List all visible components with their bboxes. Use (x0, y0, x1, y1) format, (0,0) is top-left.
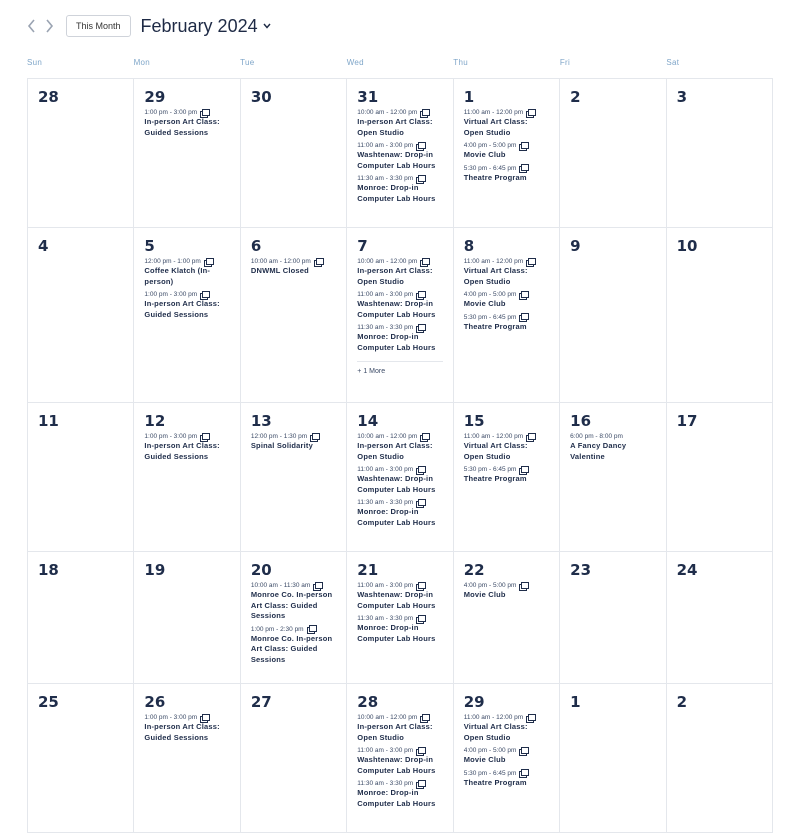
event-title: Monroe: Drop-in Computer Lab Hours (357, 332, 436, 352)
event-time (570, 432, 655, 441)
day-number[interactable]: 31 (357, 88, 379, 106)
recurring-event-icon (200, 109, 209, 117)
calendar-event[interactable] (357, 746, 442, 776)
calendar-event[interactable] (357, 141, 442, 171)
calendar-event[interactable] (464, 108, 549, 138)
event-time (357, 614, 442, 623)
day-cell[interactable] (667, 228, 773, 403)
event-title: In-person Art Class: Guided Sessions (144, 441, 220, 461)
event-title: Theatre Program (463, 474, 527, 483)
event-time-text: 5:30 pm - 6:45 pm (463, 466, 517, 473)
recurring-event-icon (519, 466, 528, 474)
event-time-text: 5:30 pm - 6:45 pm (463, 313, 517, 321)
day-number[interactable]: 25 (38, 693, 59, 711)
day-cell[interactable] (667, 684, 773, 833)
calendar-event[interactable] (357, 581, 442, 611)
calendar-event[interactable] (357, 614, 442, 644)
event-title: Virtual Art Class: Open Studio (463, 441, 528, 461)
calendar-event[interactable] (464, 746, 549, 766)
week-row (28, 79, 773, 228)
event-title: A Fancy Dancy Valentine (570, 441, 627, 461)
event-time-text: 12:00 pm - 1:00 pm (144, 258, 201, 265)
day-number[interactable]: 10 (676, 237, 698, 255)
chevron-left-icon[interactable] (24, 15, 38, 37)
day-number[interactable]: 23 (570, 561, 592, 579)
recurring-event-icon (420, 258, 429, 266)
day-cell[interactable] (560, 684, 666, 833)
recurring-event-icon (200, 714, 209, 722)
calendar-event[interactable] (464, 465, 549, 485)
event-title: Washtenaw: Drop-in Computer Lab Hours (357, 755, 436, 775)
day-cell[interactable] (241, 79, 347, 228)
event-time (144, 290, 229, 299)
day-number[interactable]: 6 (250, 237, 262, 255)
event-time (144, 432, 229, 441)
recurring-event-icon (420, 714, 429, 722)
event-time (464, 581, 549, 590)
chevron-right-icon[interactable] (42, 15, 56, 37)
calendar-event[interactable] (464, 713, 549, 743)
event-time-text: 10:00 am - 12:00 pm (250, 258, 311, 265)
event-time (357, 779, 442, 788)
calendar-event[interactable] (464, 432, 549, 462)
calendar-event[interactable] (464, 141, 549, 161)
event-time (464, 141, 549, 150)
day-number[interactable]: 14 (357, 412, 379, 430)
calendar-event[interactable] (464, 164, 549, 184)
event-time-text: 11:00 am - 3:00 pm (357, 291, 414, 298)
calendar-event[interactable] (144, 432, 229, 462)
event-time (144, 257, 229, 266)
week-row (28, 552, 773, 684)
day-number[interactable]: 17 (676, 412, 698, 430)
event-title: Washtenaw: Drop-in Computer Lab Hours (357, 590, 436, 610)
recurring-event-icon (519, 142, 528, 150)
day-cell[interactable] (667, 79, 773, 228)
calendar-event[interactable] (251, 581, 336, 622)
day-number[interactable]: 29 (144, 88, 166, 106)
day-cell[interactable] (667, 552, 773, 684)
event-title: Theatre Program (463, 321, 527, 331)
day-cell[interactable] (347, 552, 453, 684)
event-time (251, 257, 336, 266)
day-number[interactable]: 15 (463, 412, 485, 430)
event-time-text: 11:00 am - 3:00 pm (357, 582, 414, 589)
recurring-event-icon (526, 714, 535, 722)
week-row (28, 684, 773, 833)
event-title: In-person Art Class: Guided Sessions (144, 117, 220, 137)
event-time (464, 290, 549, 299)
calendar-event[interactable] (144, 290, 229, 320)
event-time-text: 10:00 am - 12:00 pm (357, 433, 418, 440)
event-time-text: 5:30 pm - 6:45 pm (463, 164, 517, 172)
calendar-toolbar (24, 12, 271, 40)
day-cell[interactable] (134, 403, 240, 552)
day-cell[interactable] (134, 552, 240, 684)
event-time (464, 313, 549, 322)
recurring-event-icon (519, 747, 528, 755)
event-title: Virtual Art Class: Open Studio (463, 117, 528, 137)
day-cell[interactable] (28, 552, 134, 684)
day-number[interactable]: 24 (676, 561, 698, 579)
calendar-event[interactable] (464, 257, 549, 287)
week-row (28, 403, 773, 552)
day-cell[interactable] (667, 403, 773, 552)
calendar-event[interactable] (357, 257, 442, 287)
calendar-event[interactable] (144, 108, 229, 138)
calendar-event[interactable] (251, 432, 336, 452)
calendar-event[interactable] (251, 257, 336, 277)
day-number[interactable]: 16 (570, 412, 592, 430)
day-number[interactable]: 28 (38, 88, 59, 106)
recurring-event-icon (416, 466, 425, 474)
day-cell[interactable] (28, 684, 134, 833)
recurring-event-icon (313, 582, 322, 590)
day-number[interactable]: 19 (144, 561, 166, 579)
event-time (357, 498, 442, 507)
event-time (357, 257, 442, 266)
event-title: Movie Club (463, 150, 506, 159)
event-time-text: 11:30 am - 3:30 pm (357, 780, 414, 787)
event-time (464, 713, 549, 722)
more-events-link[interactable]: + 1 More (357, 361, 442, 375)
day-cell[interactable] (134, 228, 240, 403)
calendar-event[interactable] (357, 323, 442, 353)
day-cell[interactable] (241, 684, 347, 833)
event-time (464, 465, 549, 474)
month-title-dropdown[interactable] (141, 16, 271, 37)
calendar-event[interactable] (357, 498, 442, 528)
recurring-event-icon (519, 313, 528, 321)
weekday-header (27, 58, 773, 70)
event-time (357, 465, 442, 474)
caret-down-icon (263, 23, 271, 29)
day-number[interactable]: 27 (250, 693, 272, 711)
calendar-event[interactable] (251, 625, 336, 666)
recurring-event-icon (307, 625, 316, 633)
day-number[interactable]: 28 (357, 693, 379, 711)
calendar-event[interactable] (357, 432, 442, 462)
event-time (357, 290, 442, 299)
day-cell[interactable] (241, 403, 347, 552)
day-number[interactable]: 2 (676, 693, 687, 711)
day-cell[interactable] (560, 79, 666, 228)
event-title: Movie Club (463, 590, 506, 599)
day-number[interactable]: 18 (38, 561, 59, 579)
event-time (357, 108, 442, 117)
calendar-event[interactable] (144, 257, 229, 287)
recurring-event-icon (416, 747, 425, 755)
calendar-event[interactable] (464, 769, 549, 789)
event-title: Washtenaw: Drop-in Computer Lab Hours (357, 299, 436, 319)
event-time (357, 174, 442, 183)
event-time-text: 11:00 am - 3:00 pm (357, 466, 414, 473)
calendar-grid (27, 78, 773, 833)
recurring-event-icon (200, 433, 209, 441)
event-time (251, 432, 336, 441)
day-number[interactable]: 5 (144, 237, 155, 255)
recurring-event-icon (519, 769, 528, 777)
day-cell[interactable] (347, 228, 453, 403)
event-title: Monroe: Drop-in Computer Lab Hours (357, 507, 436, 527)
this-month-button[interactable]: This Month (66, 15, 131, 37)
recurring-event-icon (519, 291, 528, 299)
calendar-event[interactable] (357, 108, 442, 138)
recurring-event-icon (420, 433, 429, 441)
event-title: Monroe: Drop-in Computer Lab Hours (357, 623, 436, 643)
calendar-event[interactable] (464, 313, 549, 333)
calendar-event[interactable] (357, 290, 442, 320)
event-time-text: 4:00 pm - 5:00 pm (463, 747, 517, 754)
recurring-event-icon (314, 258, 323, 266)
weekday-label: Wed (346, 58, 364, 67)
event-time (357, 432, 442, 441)
day-cell[interactable] (241, 228, 347, 403)
event-time-text: 11:00 am - 3:00 pm (357, 142, 414, 149)
day-cell[interactable] (454, 684, 560, 833)
event-title: Movie Club (463, 299, 506, 308)
day-number[interactable]: 30 (250, 88, 272, 106)
recurring-event-icon (416, 142, 425, 150)
calendar-event[interactable] (357, 779, 442, 809)
day-cell[interactable] (560, 552, 666, 684)
recurring-event-icon (310, 433, 319, 441)
day-number[interactable]: 26 (144, 693, 166, 711)
event-title: Theatre Program (463, 172, 527, 182)
recurring-event-icon (416, 780, 425, 788)
day-number[interactable]: 2 (570, 88, 581, 106)
day-number[interactable]: 9 (570, 237, 581, 255)
recurring-event-icon (416, 324, 425, 332)
event-title: Virtual Art Class: Open Studio (463, 266, 528, 286)
recurring-event-icon (416, 291, 425, 299)
event-time (357, 141, 442, 150)
event-time (464, 746, 549, 755)
event-time-text: 1:00 pm - 3:00 pm (144, 109, 198, 116)
day-number[interactable]: 20 (250, 561, 272, 579)
event-title: Coffee Klatch (In-person) (144, 266, 211, 286)
recurring-event-icon (526, 258, 535, 266)
week-row (28, 228, 773, 403)
weekday-label: Fri (559, 58, 571, 67)
event-time-text: 10:00 am - 12:00 pm (357, 714, 418, 721)
recurring-event-icon (416, 615, 425, 623)
event-title: Monroe: Drop-in Computer Lab Hours (357, 788, 436, 808)
day-number[interactable]: 1 (570, 693, 581, 711)
event-time-text: 4:00 pm - 5:00 pm (463, 582, 517, 589)
calendar-event[interactable] (464, 290, 549, 310)
event-title: Virtual Art Class: Open Studio (463, 722, 528, 742)
event-time (464, 432, 549, 441)
weekday-label: Sun (27, 58, 43, 67)
calendar-event[interactable] (464, 581, 549, 601)
calendar-event[interactable] (357, 465, 442, 495)
event-time-text: 11:00 am - 12:00 pm (463, 433, 524, 440)
recurring-event-icon (204, 258, 213, 266)
event-time-text: 11:30 am - 3:30 pm (357, 175, 414, 182)
calendar-event[interactable] (144, 713, 229, 743)
event-time-text: 11:30 am - 3:30 pm (357, 499, 414, 506)
event-time-text: 12:00 pm - 1:30 pm (250, 433, 308, 440)
day-cell[interactable] (454, 228, 560, 403)
recurring-event-icon (526, 109, 535, 117)
day-number[interactable]: 7 (357, 237, 368, 255)
calendar-event[interactable] (357, 713, 442, 743)
day-number[interactable]: 13 (250, 412, 272, 430)
calendar-event[interactable] (570, 432, 655, 462)
recurring-event-icon (519, 582, 528, 590)
day-cell[interactable] (347, 403, 453, 552)
event-time-text: 1:00 pm - 3:00 pm (144, 433, 198, 440)
weekday-label: Tue (240, 58, 255, 67)
event-title: In-person Art Class: Guided Sessions (144, 722, 220, 742)
day-number[interactable]: 12 (144, 412, 166, 430)
day-cell[interactable] (134, 79, 240, 228)
event-time-text: 1:00 pm - 2:30 pm (250, 625, 304, 633)
event-title: Washtenaw: Drop-in Computer Lab Hours (357, 474, 436, 494)
event-time-text: 11:00 am - 3:00 pm (357, 747, 414, 754)
day-number[interactable]: 29 (463, 693, 485, 711)
event-title: In-person Art Class: Open Studio (357, 722, 433, 742)
day-number[interactable]: 3 (676, 88, 687, 106)
event-time-text: 1:00 pm - 3:00 pm (144, 714, 198, 721)
event-time-text: 6:00 pm - 8:00 pm (570, 433, 623, 440)
event-time-text: 4:00 pm - 5:00 pm (463, 291, 517, 298)
event-time (144, 713, 229, 722)
day-cell[interactable] (454, 552, 560, 684)
recurring-event-icon (519, 164, 528, 172)
event-title: In-person Art Class: Guided Sessions (144, 299, 220, 319)
event-time (464, 769, 549, 778)
month-title: February 2024 (140, 15, 258, 36)
weekday-label: Sat (666, 58, 680, 67)
day-cell[interactable] (28, 228, 134, 403)
event-title: Spinal Solidarity (250, 441, 314, 450)
event-time (357, 713, 442, 722)
day-number[interactable]: 11 (38, 412, 59, 430)
event-title: Monroe: Drop-in Computer Lab Hours (357, 183, 436, 203)
event-title: In-person Art Class: Open Studio (357, 117, 433, 137)
day-cell[interactable] (241, 552, 347, 684)
day-cell[interactable] (28, 79, 134, 228)
event-time (251, 625, 336, 634)
event-time-text: 11:30 am - 3:30 pm (357, 324, 414, 331)
event-title: In-person Art Class: Open Studio (357, 266, 433, 286)
day-cell[interactable] (560, 403, 666, 552)
day-cell[interactable] (454, 79, 560, 228)
day-cell[interactable] (560, 228, 666, 403)
event-time (251, 581, 336, 590)
recurring-event-icon (416, 582, 425, 590)
event-time-text: 11:30 am - 3:30 pm (357, 615, 414, 622)
event-time-text: 5:30 pm - 6:45 pm (463, 769, 517, 777)
event-title: Movie Club (463, 755, 506, 764)
day-cell[interactable] (28, 403, 134, 552)
recurring-event-icon (526, 433, 535, 441)
event-time (464, 164, 549, 173)
day-cell[interactable] (347, 684, 453, 833)
event-title: Washtenaw: Drop-in Computer Lab Hours (357, 150, 436, 170)
event-time (464, 257, 549, 266)
day-number[interactable]: 21 (357, 561, 379, 579)
day-number[interactable]: 8 (463, 237, 475, 255)
event-time-text: 11:00 am - 12:00 pm (463, 258, 524, 265)
day-number[interactable]: 1 (463, 88, 475, 106)
event-time-text: 10:00 am - 12:00 pm (357, 109, 418, 116)
day-cell[interactable] (454, 403, 560, 552)
day-cell[interactable] (347, 79, 453, 228)
event-title: Monroe Co. In-person Art Class: Guided Sessions (250, 590, 333, 620)
calendar-event[interactable] (357, 174, 442, 204)
recurring-event-icon (416, 175, 425, 183)
day-number[interactable]: 4 (38, 237, 49, 255)
event-time (464, 108, 549, 117)
event-title: Theatre Program (463, 777, 527, 787)
recurring-event-icon (420, 109, 429, 117)
weekday-label: Mon (133, 58, 151, 67)
event-title: In-person Art Class: Open Studio (357, 441, 433, 461)
event-time-text: 10:00 am - 12:00 pm (357, 258, 418, 265)
event-time (144, 108, 229, 117)
weekday-label: Thu (453, 58, 468, 67)
event-time-text: 4:00 pm - 5:00 pm (463, 142, 517, 149)
day-number[interactable]: 22 (463, 561, 485, 579)
event-time (357, 746, 442, 755)
event-time (357, 323, 442, 332)
day-cell[interactable] (134, 684, 240, 833)
event-time-text: 10:00 am - 11:30 am (250, 582, 311, 589)
event-time-text: 1:00 pm - 3:00 pm (144, 291, 198, 298)
event-time (357, 581, 442, 590)
event-time-text: 11:00 am - 12:00 pm (463, 109, 524, 116)
event-title: DNWML Closed (250, 266, 309, 275)
event-time-text: 11:00 am - 12:00 pm (463, 714, 524, 721)
recurring-event-icon (200, 291, 209, 299)
event-title: Monroe Co. In-person Art Class: Guided Sessions (250, 633, 333, 664)
recurring-event-icon (416, 499, 425, 507)
